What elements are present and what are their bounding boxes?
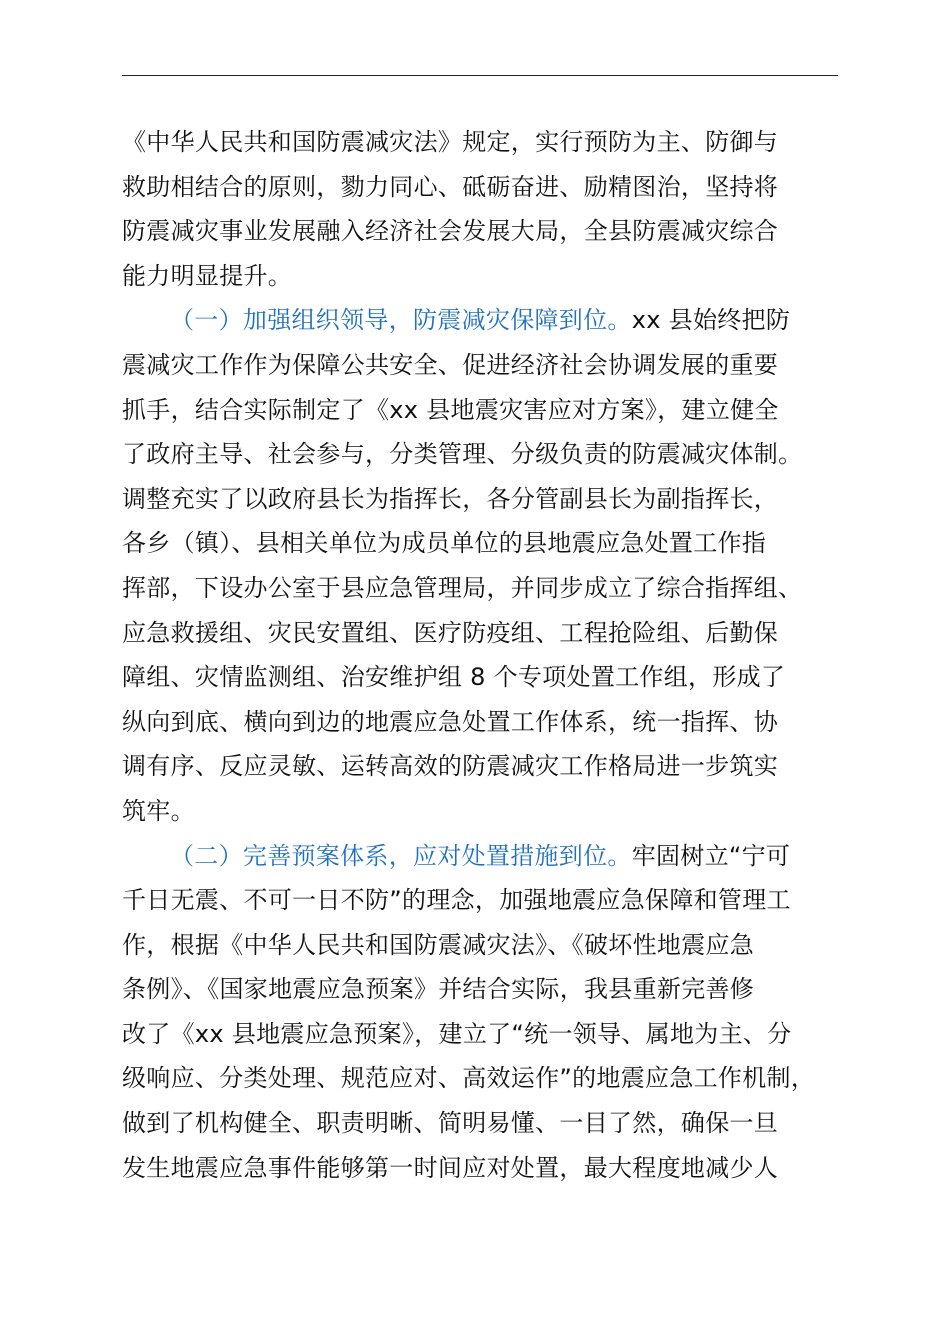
text-line: 级响应、分类处理、规范应对、高效运作”的地震应急工作机制，	[122, 1064, 816, 1093]
text-line: 应急救援组、灾民安置组、医疗防疫组、工程抢险组、后勤保	[122, 618, 779, 647]
text-line: 了政府主导、社会参与，分类管理、分级负责的防震减灾体制。	[122, 440, 803, 469]
text-line: 调有序、反应灵敏、运转高效的防震减灾工作格局进一步筑实	[122, 752, 779, 781]
text-line: 改了《xx 县地震应急预案》，建立了“统一领导、属地为主、分	[122, 1019, 792, 1048]
text-line: 发生地震应急事件能够第一时间应对处置，最大程度地减少人	[122, 1153, 779, 1182]
section-2-first-line-text: 牢固树立“宁可	[631, 841, 791, 870]
text-line: 做到了机构健全、职责明晰、简明易懂、一目了然，确保一旦	[122, 1109, 779, 1138]
text-line: 震减灾工作作为保障公共安全、促进经济社会协调发展的重要	[122, 350, 779, 379]
section-2-first-line	[122, 834, 842, 879]
text-line: 能力明显提升。	[122, 261, 293, 290]
text-line: 筑牢。	[122, 796, 195, 825]
text-line: 条例》、《国家地震应急预案》并结合实际，我县重新完善修	[122, 975, 755, 1004]
text-line: 《中华人民共和国防震减灾法》规定，实行预防为主、防御与	[122, 128, 779, 156]
header-rule	[122, 75, 838, 76]
document-body	[122, 120, 842, 1190]
text-line: 调整充实了以政府县长为指挥长，各分管副县长为副指挥长，	[122, 484, 779, 513]
text-line: 各乡（镇）、县相关单位为成员单位的县地震应急处置工作指	[122, 529, 767, 558]
text-line: 防震减灾事业发展融入经济社会发展大局，全县防震减灾综合	[122, 217, 779, 246]
section-2-heading: （二）完善预案体系，应对处置措施到位。	[170, 841, 632, 870]
text-line: 障组、灾情监测组、治安维护组 8 个专项处置工作组，形成了	[122, 663, 786, 692]
section-1-first-line-text: xx 县始终把防	[631, 306, 791, 335]
text-line: 纵向到底、横向到边的地震应急处置工作体系，统一指挥、协	[122, 707, 779, 736]
text-line: 作，根据《中华人民共和国防震减灾法》、《破坏性地震应急	[122, 930, 755, 959]
section-1-heading: （一）加强组织领导，防震减灾保障到位。	[170, 306, 632, 335]
paragraph-section-1	[122, 298, 842, 833]
paragraph-intro	[122, 120, 842, 298]
text-line: 挥部，下设办公室于县应急管理局，并同步成立了综合指挥组、	[122, 573, 803, 602]
text-line: 抓手，结合实际制定了《xx 县地震灾害应对方案》，建立健全	[122, 395, 779, 424]
text-line: 千日无震、不可一日不防”的理念，加强地震应急保障和管理工	[122, 886, 791, 915]
section-1-first-line	[122, 298, 842, 343]
text-line: 救助相结合的原则，勠力同心、砥砺奋进、励精图治，坚持将	[122, 172, 779, 201]
paragraph-section-2	[122, 834, 842, 1191]
